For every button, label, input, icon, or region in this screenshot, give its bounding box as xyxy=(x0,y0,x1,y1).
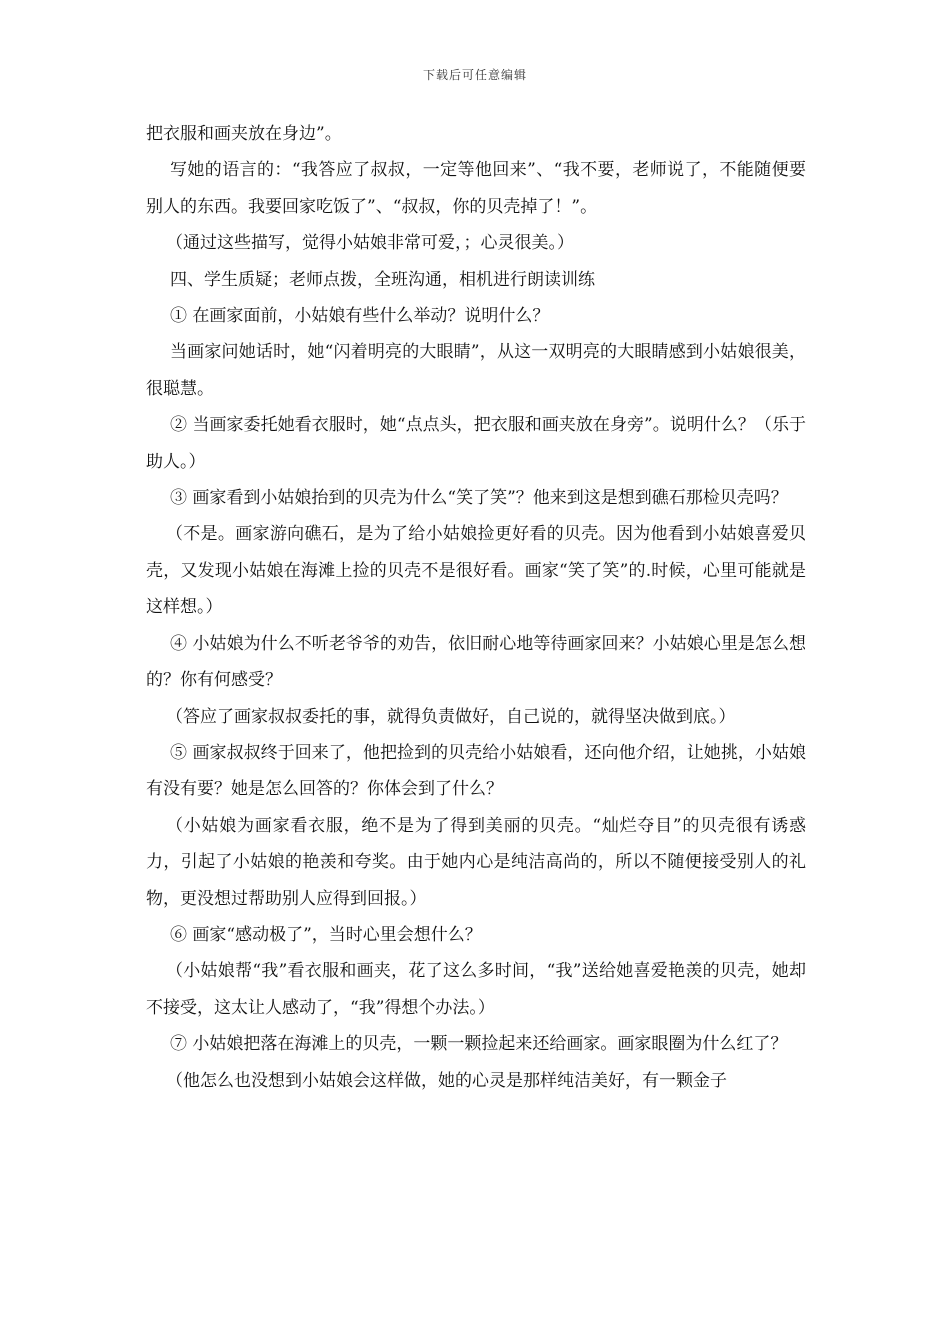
question-item: ① 在画家面前，小姑娘有些什么举动？说明什么？ xyxy=(170,306,550,327)
question-item: ⑤ 画家叔叔终于回来了，他把捡到的贝壳给小姑娘看，还向他介绍，让她挑，小姑娘有没有要？她是怎么回答的？你体会到了什么？ xyxy=(146,742,806,800)
paragraph: 当画家问她话时，她“闪着明亮的大眼睛”，从这一双明亮的大眼睛感到小姑娘很美，很聪慧。 xyxy=(146,342,806,399)
answer-paragraph: （答应了画家叔叔委托的事，就得负责做好，自己说的，就得坚决做到底。） xyxy=(166,706,736,727)
page-header: 下载后可任意编辑 xyxy=(422,68,527,82)
section-heading: 四、学生质疑；老师点拨，全班沟通，相机进行朗读训练 xyxy=(170,269,595,290)
answer-paragraph: （他怎么也没想到小姑娘会这样做，她的心灵是那样纯洁美好，有一颗金子 xyxy=(166,1070,727,1091)
question-item: ⑥ 画家“感动极了”，当时心里会想什么？ xyxy=(170,924,482,945)
paragraph: 把衣服和画夹放在身边”。 xyxy=(146,124,342,144)
document-body xyxy=(146,116,806,1099)
answer-paragraph: （小姑娘帮“我”看衣服和画夹，花了这么多时间，“我”送给她喜爱艳羡的贝壳，她却不接受，这太让人感动了，“我”得想个办法。） xyxy=(146,961,806,1018)
question-item: ⑦ 小姑娘把落在海滩上的贝壳，一颗一颗捡起来还给画家。画家眼圈为什么红了？ xyxy=(170,1034,788,1055)
answer-paragraph: （小姑娘为画家看衣服，绝不是为了得到美丽的贝壳。“灿烂夺目”的贝壳很有诱惑力，引起了小姑娘的艳羡和夸奖。由于她内心是纯洁高尚的，所以不随便接受别人的礼物，更没想过帮助别人应得到回报。） xyxy=(146,815,806,909)
paragraph: （通过这些描写，觉得小姑娘非常可爱，；心灵很美。） xyxy=(166,233,574,254)
question-item: ③ 画家看到小姑娘抬到的贝壳为什么“笑了笑”？他来到这是想到礁石那检贝壳吗？ xyxy=(170,488,788,509)
answer-paragraph: （不是。画家游向礁石，是为了给小姑娘捡更好看的贝壳。因为他看到小姑娘喜爱贝壳，又发现小姑娘在海滩上捡的贝壳不是很好看。画家“笑了笑”的.时候，心里可能就是这样想。） xyxy=(146,524,806,618)
question-item: ② 当画家委托她看衣服时，她“点点头，把衣服和画夹放在身旁”。说明什么？（乐于助人。） xyxy=(146,415,806,472)
question-item: ④ 小姑娘为什么不听老爷爷的劝告，依旧耐心地等待画家回来？小姑娘心里是怎么想的？你有何感受？ xyxy=(146,633,806,691)
paragraph: 写她的语言的：“我答应了叔叔，一定等他回来”、“我不要，老师说了，不能随便要别人的东西。我要回家吃饭了”、“叔叔，你的贝壳掉了！”。 xyxy=(146,160,806,217)
